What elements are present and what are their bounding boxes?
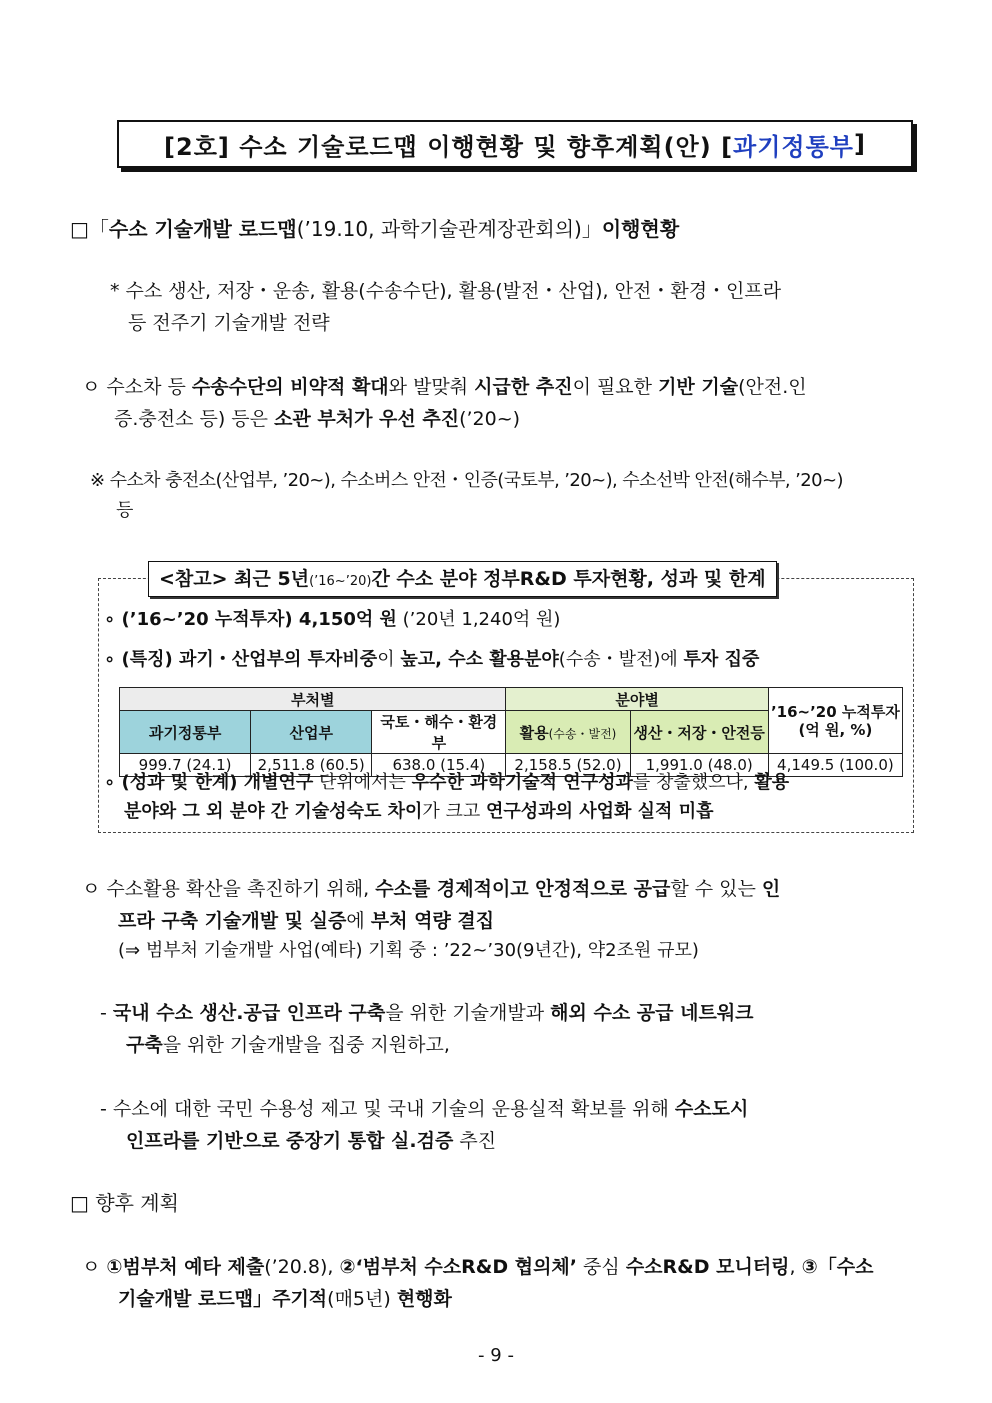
- reference-title: <참고> 최근 5년(’16~’20)간 수소 분야 정부R&D 투자현황, 성과 및 한계: [148, 561, 777, 597]
- reference-item-results-line2: 분야와 그 외 분야 간 기술성숙도 차이가 크고 연구성과의 사업화 실적 미흡: [124, 801, 714, 822]
- value-molit: 638.0 (15.4): [372, 754, 506, 777]
- col-header-msit: 과기정통부: [120, 711, 251, 754]
- reference-item-results-line1: ∘ (성과 및 한계) 개별연구 단위에서는 우수한 과학기술적 연구성과를 창출했으나, 활용: [104, 772, 790, 793]
- value-motie: 2,511.8 (60.5): [251, 754, 372, 777]
- bullet2-line3: (⇒ 범부처 기술개발 사업(예타) 기획 중 : ’22~’30(9년간), 약2조원 규모): [118, 940, 699, 961]
- group-header-field: 분야별: [506, 688, 768, 711]
- value-msit: 999.7 (24.1): [120, 754, 251, 777]
- page-title: [117, 120, 913, 168]
- bullet1-line1: ㅇ 수소차 등 수송수단의 비약적 확대와 발맞춰 시급한 추진이 필요한 기반 기술(안전.인: [82, 376, 807, 398]
- group-header-dept: 부처별: [120, 688, 506, 711]
- roadmap-note-line1: * 수소 생산, 저장・운송, 활용(수송수단), 활용(발전・산업), 안전・환경・인프라: [110, 280, 782, 302]
- col-header-production: 생산・저장・안전등: [630, 711, 768, 754]
- section1-heading: □「수소 기술개발 로드맵(’19.10, 과학기술관계장관회의)」이행현황: [70, 217, 680, 241]
- dash1-line1: - 국내 수소 생산.공급 인프라 구축을 위한 기술개발과 해외 수소 공급 네트워크: [100, 1002, 754, 1024]
- dash1-line2: 구축을 위한 기술개발을 집중 지원하고,: [126, 1034, 450, 1056]
- table-group-row: [120, 688, 903, 711]
- value-total: 4,149.5 (100.0): [768, 754, 902, 777]
- value-production: 1,991.0 (48.0): [630, 754, 768, 777]
- rd-investment-table: [119, 687, 903, 777]
- col-header-utilization: 활용(수송・발전): [506, 711, 630, 754]
- section3-heading: □ 향후 계획: [70, 1191, 179, 1215]
- bullet2-line1: ㅇ 수소활용 확산을 촉진하기 위해, 수소를 경제적이고 안정적으로 공급할 수 있는 인: [82, 878, 781, 900]
- bullet2-line2: 프라 구축 기술개발 및 실증에 부처 역량 결집: [118, 910, 495, 932]
- dash2-line2: 인프라를 기반으로 중장기 통합 실.검증 추진: [126, 1130, 497, 1152]
- title-dept: 과기정통부: [733, 132, 854, 161]
- roadmap-note-line2: 등 전주기 기술개발 전략: [128, 312, 330, 334]
- value-utilization: 2,158.5 (52.0): [506, 754, 630, 777]
- reference-note-line1: ※ 수소차 충전소(산업부, ’20~), 수소버스 안전・인증(국토부, ’20~), 수소선박 안전(해수부, ’20~): [90, 470, 843, 491]
- page-number: - 9 -: [478, 1345, 514, 1366]
- col-header-motie: 산업부: [251, 711, 372, 754]
- bullet3-line2: 기술개발 로드맵」주기적(매5년) 현행화: [118, 1288, 452, 1310]
- title-close: ]: [853, 130, 866, 158]
- reference-item-features: ∘ (특징) 과기・산업부의 투자비중이 높고, 수소 활용분야(수송・발전)에 투자 집중: [104, 649, 760, 670]
- total-header: ’16~’20 누적투자 (억 원, %): [768, 688, 902, 754]
- reference-note-line2: 등: [116, 500, 134, 521]
- title-main: [2호] 수소 기술로드맵 이행현황 및 향후계획(안) [: [164, 132, 734, 161]
- bullet1-line2: 증.충전소 등) 등은 소관 부처가 우선 추진(’20~): [114, 408, 521, 430]
- col-header-molit: 국토・해수・환경부: [372, 711, 506, 754]
- reference-item-investment: ∘ (’16~’20 누적투자) 4,150억 원 (’20년 1,240억 원): [104, 609, 561, 630]
- dash2-line1: - 수소에 대한 국민 수용성 제고 및 국내 기술의 운용실적 확보를 위해 수소도시: [100, 1098, 749, 1120]
- bullet3-line1: ㅇ ①범부처 예타 제출(’20.8), ②‘범부처 수소R&D 협의체’ 중심 수소R&D 모니터링, ③「수소: [82, 1256, 874, 1278]
